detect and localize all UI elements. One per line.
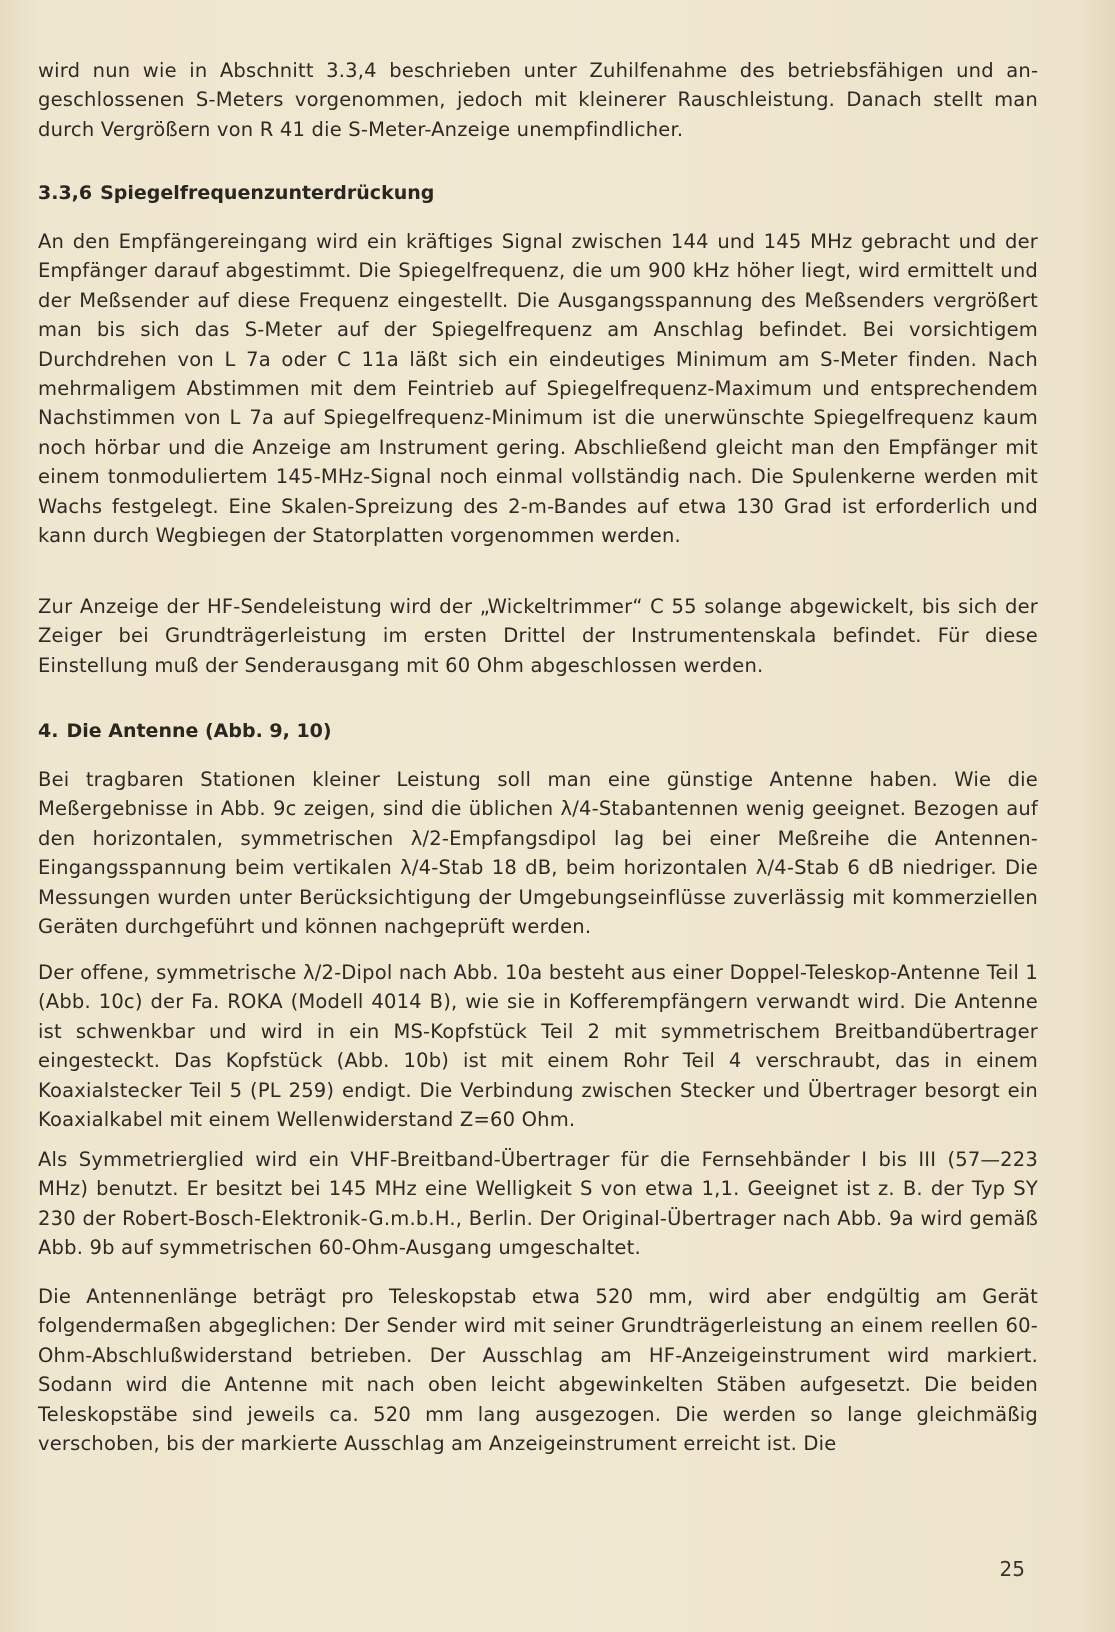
paragraph-power-indicator: Zur Anzeige der HF-Sendeleistung wird der „Wickeltrimmer“ C 55 solange abgewickelt, bis sich der Zeiger bei Grundträgerleistung im ersten Drittel der Instrumentenskala befindet. Für diese Einstellung muß der Senderausgang mit 60 Ohm abgeschlossen werden. [38, 595, 1038, 677]
paragraph-balun: Als Symmetrierglied wird ein VHF-Breitband-Übertrager für die Fernsehbänder I bis III (57—223 MHz) benutzt. Er besitzt bei 145 MHz eine Welligkeit S von etwa 1,1. Geeignet ist z. B. der Typ SY 230 der Robert-Bosch-Elektronik-G.m.b.H., Berlin. Der Original-Übertrager nach Abb. 9a wird gemäß Abb. 9b auf symmetrischen 60-Ohm-Ausgang umgeschaltet. [38, 1148, 1038, 1260]
paragraph-antenna-length: Die Antennenlänge beträgt pro Teleskopstab etwa 520 mm, wird aber endgültig am Gerät folgendermaßen abgeglichen: Der Sender wird mit seiner Grundträgerleistung an einem reellen 60-Ohm-Abschlußwiderstand betrieben. Der Ausschlag am HF-Anzeigeinstrument wird markiert. Sodann wird die Antenne mit nach oben leicht abgewinkelten Stäben aufgesetzt. Die beiden Teleskopstäbe sind jeweils ca. 520 mm lang ausgezogen. Die werden so lange gleichmäßig verschoben, bis der markierte Ausschlag am Anzeigeinstrument erreicht ist. Die [38, 1285, 1038, 1456]
section-heading-spiegelfrequenz [38, 178, 1038, 208]
paragraph-image-rejection: An den Empfängereingang wird ein kräftiges Signal zwischen 144 und 145 MHz gebracht und der Empfänger darauf abgestimmt. Die Spiegelfrequenz, die um 900 kHz höher liegt, wird ermittelt und der Meßsender auf diese Frequenz eingestellt. Die Ausgangsspannung des Meßsenders vergrößert man bis sich das S-Meter auf der Spiegelfrequenz am Anschlag befindet. Bei vorsichtigem Durchdrehen von L 7a oder C 11a läßt sich ein eindeutiges Minimum am S-Meter finden. Nach mehrmaligem Abstimmen mit dem Feintrieb auf Spiegelfrequenz-Maximum und entsprechendem Nachstimmen von L 7a auf Spiegelfrequenz-Minimum ist die unerwünschte Spiegelfrequenz kaum noch hörbar und die Anzeige am Instrument gering. Abschließend gleicht man den Empfänger mit einem tonmoduliertem 145-MHz-Signal noch einmal vollständig nach. Die Spulenkerne werden mit Wachs festgelegt. Eine Skalen-Spreizung des 2-m-Bandes auf etwa 130 Grad ist erforderlich und kann durch Wegbiegen der Statorplatten vorgenommen werden. [38, 230, 1038, 548]
section-heading-antenna [38, 716, 1038, 746]
paragraph-dipole: Der offene, symmetrische λ/2-Dipol nach Abb. 10a besteht aus einer Doppel-Teleskop-Antenne Teil 1 (Abb. 10c) der Fa. ROKA (Modell 4014 B), wie sie in Kofferempfängern verwandt wird. Die Antenne ist schwenkbar und wird in ein MS-Kopfstück Teil 2 mit symmetrischem Breitbandübertrager eingesteckt. Das Kopfstück (Abb. 10b) ist mit einem Rohr Teil 4 verschraubt, das in einem Koaxialstecker Teil 5 (PL 259) endigt. Die Verbindung zwischen Stecker und Übertrager besorgt ein Koaxialkabel mit einem Wellenwiderstand Z=60 Ohm. [38, 961, 1038, 1132]
section-number: 4. [38, 720, 59, 742]
paragraph-continuation: wird nun wie in Abschnitt 3.3,4 beschrieben unter Zuhilfenahme des betriebsfähigen und angeschlossenen S-Meters vorgenommen, jedoch mit kleinerer Rauschleistung. Danach stellt man durch Vergrößern von R 41 die S-Meter-Anzeige unempfindlicher. [38, 59, 1038, 141]
section-title: Spiegelfrequenzunterdrückung [100, 182, 435, 204]
paragraph-antenna-intro: Bei tragbaren Stationen kleiner Leistung soll man eine günstige Antenne haben. Wie die Meßergebnisse in Abb. 9c zeigen, sind die üblichen λ/4-Stabantennen wenig geeignet. Bezogen auf den horizontalen, symmetrischen λ/2-Empfangsdipol lag bei einer Meßreihe die Antennen-Eingangsspannung beim vertikalen λ/4-Stab 18 dB, beim horizontalen λ/4-Stab 6 dB niedriger. Die Messungen wurden unter Berücksichtigung der Umgebungseinflüsse zuverlässig mit kommerziellen Geräten durchgeführt und können nachgeprüft werden. [38, 768, 1038, 939]
page-number: 25 [999, 1557, 1025, 1581]
section-title: Die Antenne (Abb. 9, 10) [66, 720, 332, 742]
section-number: 3.3,6 [38, 182, 93, 204]
